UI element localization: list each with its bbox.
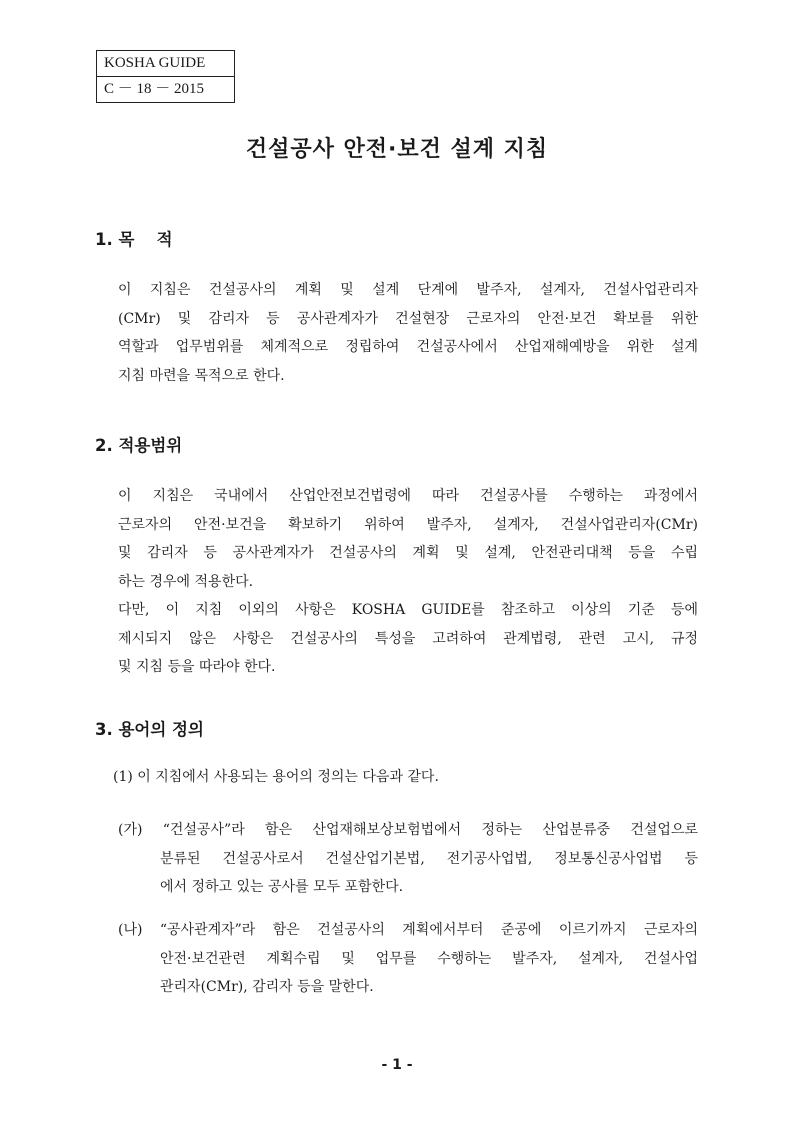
section-body-purpose xyxy=(118,276,698,390)
text-line: 하는 경우에 적용한다. xyxy=(118,573,254,590)
definition-item-ga xyxy=(118,816,698,902)
guide-box-code: C － 18 － 2015 xyxy=(97,76,234,102)
text-line: (나) “공사관계자”라 함은 건설공사의 계획에서부터 준공에 이르기까지 근로자의 xyxy=(118,922,698,938)
page-number: - 1 - xyxy=(381,1057,413,1073)
kosha-guide-box xyxy=(96,50,235,103)
guide-box-title: KOSHA GUIDE xyxy=(104,55,206,71)
section-heading-scope: 2. 적용범위 xyxy=(95,436,183,455)
text-line: 및 감리자 등 공사관계자가 건설공사의 계획 및 설계, 안전관리대책 등을 수립 xyxy=(118,545,698,561)
text-line: 역할과 업무범위를 체계적으로 정립하여 건설공사에서 산업재해예방을 위한 설계 xyxy=(118,339,698,355)
text-line: 이 지침은 국내에서 산업안전보건법령에 따라 건설공사를 수행하는 과정에서 xyxy=(118,488,698,504)
document-title: 건설공사 안전·보건 설계 지침 xyxy=(245,137,549,162)
section-heading-definitions: 3. 용어의 정의 xyxy=(95,720,204,739)
text-line: (가) “건설공사”라 함은 산업재해보상보험법에서 정하는 산업분류중 건설업으로 xyxy=(118,822,698,838)
text-line: 분류된 건설공사로서 건설산업기본법, 전기공사업법, 정보통신공사업법 등 xyxy=(160,850,698,867)
text-line: 및 지침 등을 따라야 한다. xyxy=(118,659,276,675)
text-line: (CMr) 및 감리자 등 공사관계자가 건설현장 근로자의 안전·보건 확보를 위한 xyxy=(118,310,698,327)
text-line: 제시되지 않은 사항은 건설공사의 특성을 고려하여 관계법령, 관련 고시, 규정 xyxy=(118,630,698,647)
section-heading-purpose: 1. 목 적 xyxy=(95,230,173,249)
text-line: 이 지침은 건설공사의 계획 및 설계 단계에 발주자, 설계자, 건설사업관리자 xyxy=(118,282,698,298)
section-body-scope xyxy=(118,482,698,682)
definition-item-na xyxy=(118,916,698,1002)
text-line: 에서 정하고 있는 공사를 모두 포함한다. xyxy=(160,879,404,895)
text-line: 다만, 이 지침 이외의 사항은 KOSHA GUIDE를 참조하고 이상의 기준 등에 xyxy=(118,602,698,618)
text-line: 관리자(CMr), 감리자 등을 말한다. xyxy=(160,979,374,995)
text-line: 지침 마련을 목적으로 한다. xyxy=(118,367,285,384)
text-line: 안전·보건관련 계획수립 및 업무를 수행하는 발주자, 설계자, 건설사업 xyxy=(160,950,698,967)
definitions-intro: (1) 이 지침에서 사용되는 용어의 정의는 다음과 같다. xyxy=(113,769,439,785)
text-line: 근로자의 안전·보건을 확보하기 위하여 발주자, 설계자, 건설사업관리자(CMr) xyxy=(118,516,698,533)
